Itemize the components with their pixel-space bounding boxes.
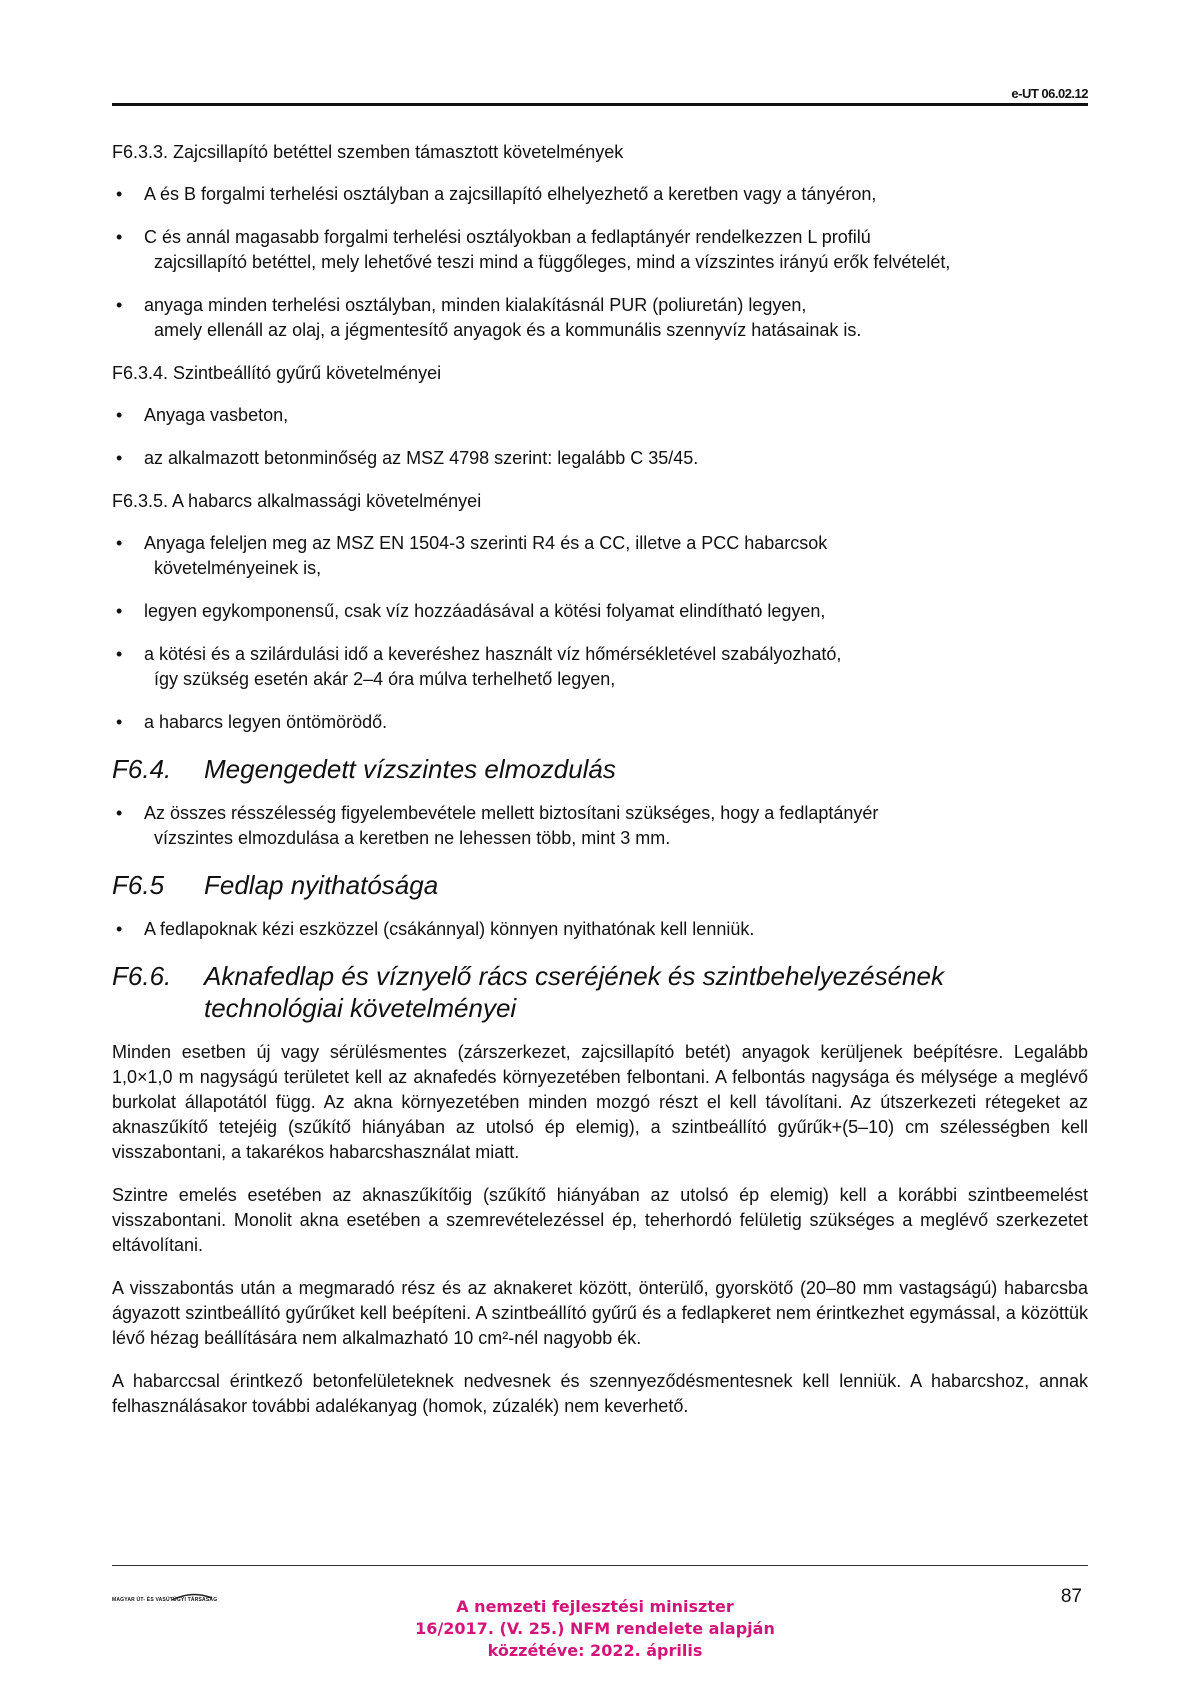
footer-rule: [112, 1565, 1088, 1566]
list-item-continuation: követelményeinek is,: [154, 558, 322, 578]
paragraph: Minden esetben új vagy sérülésmentes (zárszerkezet, zajcsillapító betét) anyagok kerüljenek beépítésre. Legalább 1,0×1,0 m nagyságú területet kell az aknafedés környezetében felbontani. A felbontás nagysága és mélysége a meglévő burkolat állapotától függ. Az akna környezetében minden mozgó részt el kell távolítani. Az útszerkezeti rétegeket az aknaszűkítő tetejéig (szűkítő hiányában az utolsó ép elemig), a szintbeállító gyűrűk+(5–10) cm szélességben kell visszabontani, a takarékos habarcshasználat miatt.: [112, 1042, 1088, 1162]
list-item-text: Anyaga vasbeton,: [144, 405, 289, 425]
notice-line: közzétéve: 2022. április: [487, 1641, 703, 1660]
list-item: [112, 710, 1088, 735]
page-content: [112, 140, 1088, 1437]
list-item-text: A fedlapoknak kézi eszközzel (csákánnyal) könnyen nyithatónak kell lenniük.: [144, 919, 755, 939]
notice-line: A nemzeti fejlesztési miniszter: [456, 1597, 734, 1616]
list-f634: [112, 403, 1088, 471]
section-number: F6.6.: [112, 961, 172, 991]
logo-text: MAGYAR ÚT- ÉS VASÚTÜGYI TÁRSASÁG: [112, 1597, 218, 1603]
list-item: [112, 917, 1088, 942]
list-item-text: a habarcs legyen öntömörödő.: [144, 712, 388, 732]
list-item: [112, 531, 1088, 581]
section-title: Fedlap nyithatósága: [204, 870, 439, 900]
list-item: [112, 293, 1088, 343]
header-rule: [112, 103, 1088, 106]
list-item: [112, 225, 1088, 275]
subsection-title-f635: F6.3.5. A habarcs alkalmassági követelményei: [112, 491, 482, 511]
list-item-continuation: vízszintes elmozdulása a keretben ne lehessen több, mint 3 mm.: [154, 828, 671, 848]
list-f633: [112, 182, 1088, 343]
page-number: 87: [1060, 1586, 1082, 1607]
list-item-text: a kötési és a szilárdulási idő a keveréshez használt víz hőmérsékletével szabályozható,: [144, 644, 842, 664]
list-f65: [112, 917, 1088, 942]
list-item-text: A és B forgalmi terhelési osztályban a zajcsillapító elhelyezhető a keretben vagy a tányéron,: [144, 184, 877, 204]
list-item: [112, 801, 1088, 851]
document-code: e-UT 06.02.12: [1011, 86, 1088, 101]
section-title: Aknafedlap és víznyelő rács cseréjének és szintbehelyezésének technológiai követelményei: [204, 961, 944, 1023]
list-item-continuation: zajcsillapító betéttel, mely lehetővé teszi mind a függőleges, mind a vízszintes irányú erők felvételét,: [154, 252, 951, 272]
section-heading-f64: [112, 753, 1088, 785]
section-number: F6.5: [112, 870, 165, 900]
list-f64: [112, 801, 1088, 851]
list-item-text: anyaga minden terhelési osztályban, minden kialakításnál PUR (poliuretán) legyen,: [144, 295, 807, 315]
publication-notice: [0, 1596, 1190, 1662]
notice-line: 16/2017. (V. 25.) NFM rendelete alapján: [415, 1619, 775, 1638]
list-item-text: az alkalmazott betonminőség az MSZ 4798 szerint: legalább C 35/45.: [144, 448, 699, 468]
list-item-continuation: így szükség esetén akár 2–4 óra múlva terhelhető legyen,: [154, 669, 616, 689]
section-heading-f66: [112, 960, 1088, 1024]
paragraph: A visszabontás után a megmaradó rész és az aknakeret között, önterülő, gyorskötő (20–80 mm vastagságú) habarcsba ágyazott szintbeállító gyűrűket kell beépíteni. A szintbeállító gyűrű és a fedlapkeret nem érintkezhet egymással, a közöttük lévő hézag beállítására nem alkalmazható 10 cm²-nél nagyobb ék.: [112, 1278, 1088, 1348]
list-item-text: legyen egykomponensű, csak víz hozzáadásával a kötési folyamat elindítható legyen,: [144, 601, 826, 621]
subsection-title-f634: F6.3.4. Szintbeállító gyűrű követelményei: [112, 363, 442, 383]
section-number: F6.4.: [112, 754, 172, 784]
list-item: [112, 446, 1088, 471]
paragraph: A habarccsal érintkező betonfelületeknek nedvesnek és szennyeződésmentesnek kell lenniük. A habarcshoz, annak felhasználásakor további adalékanyag (homok, zúzalék) nem keverhető.: [112, 1371, 1088, 1416]
list-item: [112, 403, 1088, 428]
list-item-text: Az összes résszélesség figyelembevétele mellett biztosítani szükséges, hogy a fedlaptányér: [144, 803, 879, 823]
section-heading-f65: [112, 869, 1088, 901]
subsection-title-f633: F6.3.3. Zajcsillapító betéttel szemben támasztott követelmények: [112, 142, 624, 162]
section-title: Megengedett vízszintes elmozdulás: [204, 754, 616, 784]
list-item: [112, 642, 1088, 692]
list-item: [112, 599, 1088, 624]
list-f635: [112, 531, 1088, 735]
paragraph: Szintre emelés esetében az aknaszűkítőig (szűkítő hiányában az utolsó ép elemig) kell a korábbi szintbeemelést visszabontani. Monolit akna esetében a szemrevételezéssel ép, teherhordó felületig szükséges a meglévő szerkezetet eltávolítani.: [112, 1185, 1088, 1255]
list-item-text: C és annál magasabb forgalmi terhelési osztályokban a fedlaptányér rendelkezzen L profilú: [144, 227, 871, 247]
list-item: [112, 182, 1088, 207]
list-item-continuation: amely ellenáll az olaj, a jégmentesítő anyagok és a kommunális szennyvíz hatásainak is.: [154, 320, 862, 340]
list-item-text: Anyaga feleljen meg az MSZ EN 1504-3 szerinti R4 és a CC, illetve a PCC habarcsok: [144, 533, 828, 553]
